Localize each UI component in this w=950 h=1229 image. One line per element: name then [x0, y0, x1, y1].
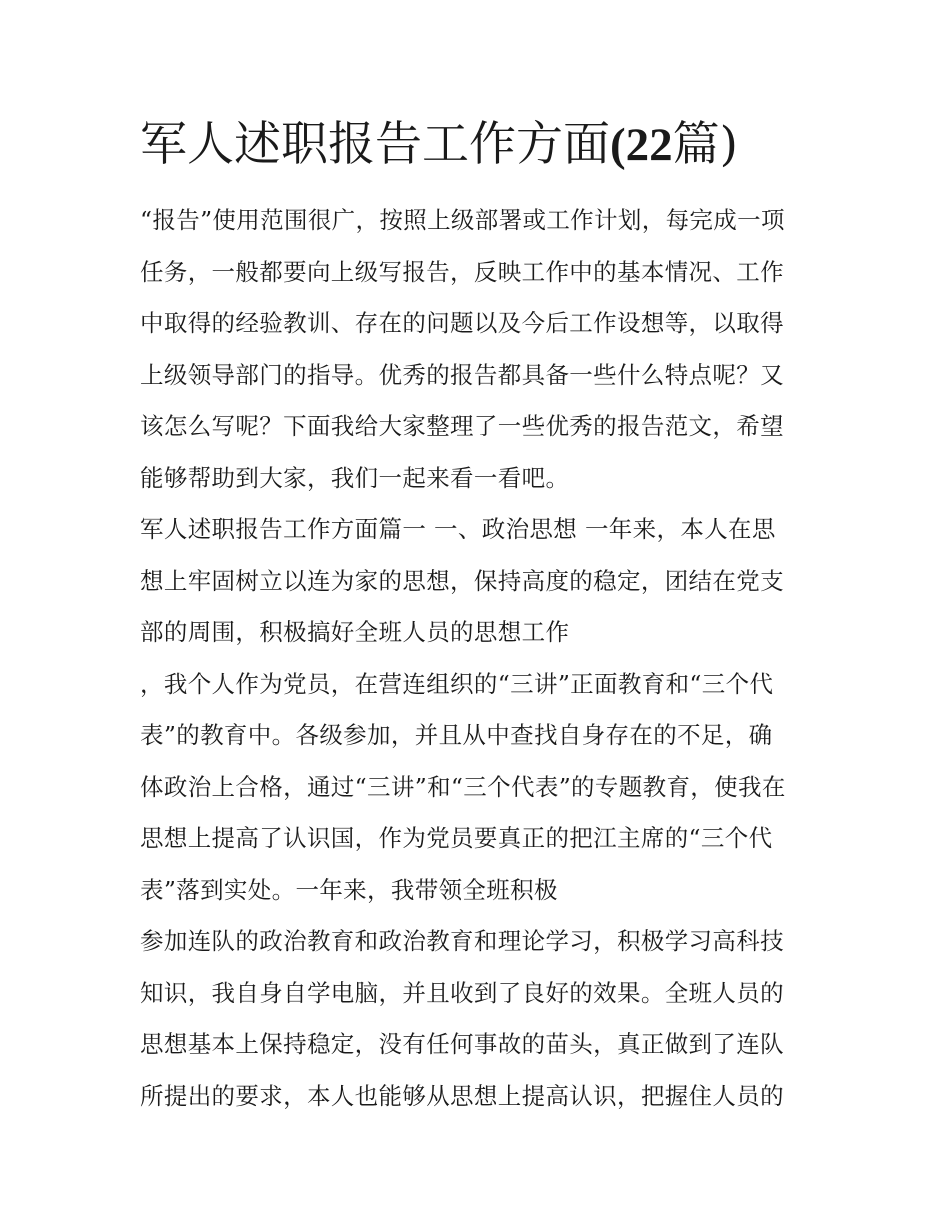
text-line: 军人述职报告工作方面篇一 一、政治思想 一年来，本人在思 — [140, 515, 776, 543]
text-line: ，我个人作为党员，在营连组织的“三讲”正面教育和“三个代 — [140, 669, 774, 698]
text-line: 思想基本上保持稳定，没有任何事故的苗头，真正做到了连队 — [140, 1030, 784, 1058]
text-line: 该怎么写呢？下面我给大家整理了一些优秀的报告范文，希望 — [140, 412, 784, 440]
text-line: 思想上提高了认识国，作为党员要真正的把江主席的“三个代 — [140, 824, 773, 852]
document-title — [140, 112, 840, 178]
text-line: 体政治上合格，通过“三讲”和“三个代表”的专题教育，使我在 — [140, 772, 786, 801]
title-suffix: 篇) — [672, 117, 738, 172]
text-line: 所提出的要求，本人也能够从思想上提高认识，把握住人员的 — [140, 1081, 784, 1110]
text-line: “报告”使用范围很广，按照上级部署或工作计划，每完成一项 — [140, 206, 785, 234]
text-line: 上级领导部门的指导。优秀的报告都具备一些什么特点呢？又 — [140, 360, 784, 389]
text-line: 参加连队的政治教育和政治教育和理论学习，积极学习高科技 — [140, 927, 784, 955]
text-line: 知识，我自身自学电脑，并且收到了良好的效果。全班人员的 — [140, 978, 784, 1007]
title-count: (22 — [610, 119, 673, 171]
text-line: 部的周围，积极搞好全班人员的思想工作 — [140, 618, 570, 646]
text-line: 表”落到实处。一年来，我带领全班积极 — [140, 875, 558, 904]
text-line: 中取得的经验教训、存在的问题以及今后工作设想等，以取得 — [140, 309, 784, 337]
text-line: 表”的教育中。各级参加，并且从中查找自身存在的不足，确 — [140, 721, 773, 749]
text-line: 能够帮助到大家，我们一起来看一看吧。 — [140, 463, 570, 492]
text-line: 想上牢固树立以连为家的思想，保持高度的稳定，团结在党支 — [140, 566, 784, 595]
title-text: 军人述职报告工作方面 — [140, 117, 610, 172]
text-line: 任务，一般都要向上级写报告，反映工作中的基本情况、工作 — [140, 257, 784, 286]
document-body — [140, 195, 820, 1122]
